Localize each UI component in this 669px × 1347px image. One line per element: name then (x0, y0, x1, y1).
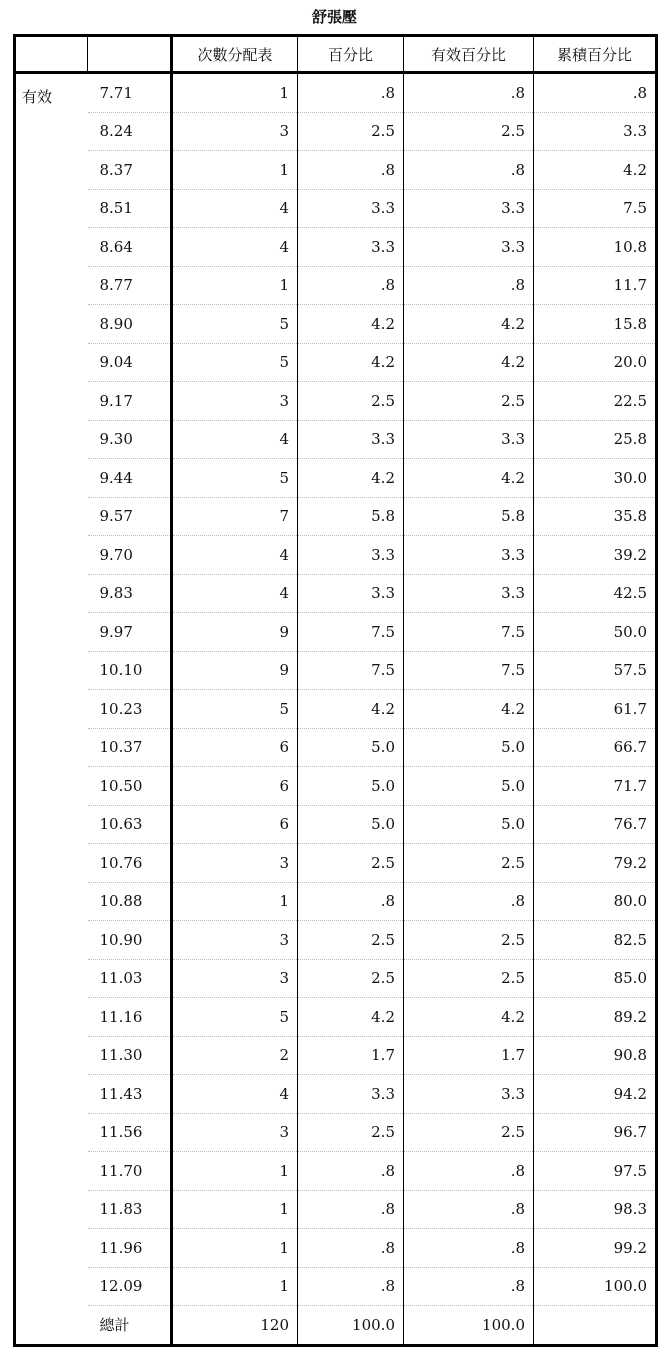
row-cumulative-percent: 4.2 (534, 151, 657, 190)
frequency-table (13, 34, 658, 1347)
row-percent: .8 (298, 1229, 404, 1268)
row-percent: .8 (298, 73, 404, 113)
row-percent: 3.3 (298, 574, 404, 613)
row-cumulative-percent: 71.7 (534, 767, 657, 806)
row-valid-percent: 5.0 (404, 767, 534, 806)
table-row (15, 1075, 657, 1114)
row-value: 7.71 (99, 83, 133, 102)
row-frequency: 6 (172, 805, 298, 844)
row-percent: 4.2 (298, 459, 404, 498)
header-cumulative-percent: 累積百分比 (534, 36, 657, 73)
row-valid-percent: .8 (404, 1190, 534, 1229)
row-valid-percent: 2.5 (404, 844, 534, 883)
row-percent: 5.0 (298, 767, 404, 806)
row-value: 10.23 (88, 690, 172, 729)
row-cumulative-percent: 66.7 (534, 728, 657, 767)
row-value: 10.88 (88, 882, 172, 921)
row-cumulative-percent: 30.0 (534, 459, 657, 498)
table-row (15, 805, 657, 844)
table-row (15, 536, 657, 575)
row-frequency: 4 (172, 420, 298, 459)
row-valid-percent: 3.3 (404, 1075, 534, 1114)
row-valid-percent: .8 (404, 1152, 534, 1191)
table-row (15, 1190, 657, 1229)
table-row (15, 1267, 657, 1306)
row-percent: 1.7 (298, 1036, 404, 1075)
row-value: 8.51 (88, 189, 172, 228)
row-frequency: 2 (172, 1036, 298, 1075)
header-frequency: 次數分配表 (172, 36, 298, 73)
row-percent: 100.0 (298, 1306, 404, 1346)
row-percent: 2.5 (298, 1113, 404, 1152)
row-valid-percent: .8 (404, 151, 534, 190)
row-cumulative-percent: 61.7 (534, 690, 657, 729)
table-row (15, 574, 657, 613)
table-row (15, 882, 657, 921)
row-value: 8.64 (88, 228, 172, 267)
row-value: 10.10 (88, 651, 172, 690)
table-row (15, 459, 657, 498)
row-frequency: 1 (172, 1229, 298, 1268)
row-frequency: 1 (172, 151, 298, 190)
row-value: 11.03 (88, 959, 172, 998)
row-frequency: 3 (172, 112, 298, 151)
row-frequency: 3 (172, 844, 298, 883)
row-value: 8.90 (88, 305, 172, 344)
row-cumulative-percent: 99.2 (534, 1229, 657, 1268)
row-cumulative-percent: 90.8 (534, 1036, 657, 1075)
row-cumulative-percent: 79.2 (534, 844, 657, 883)
row-cumulative-percent: 85.0 (534, 959, 657, 998)
row-valid-percent: 4.2 (404, 305, 534, 344)
row-value: 11.96 (88, 1229, 172, 1268)
table-row (15, 998, 657, 1037)
row-percent: .8 (298, 882, 404, 921)
row-frequency: 1 (172, 1267, 298, 1306)
row-cumulative-percent: 10.8 (534, 228, 657, 267)
table-row (15, 613, 657, 652)
table-row (15, 651, 657, 690)
row-percent: 3.3 (298, 1075, 404, 1114)
row-cumulative-percent: 39.2 (534, 536, 657, 575)
row-valid-percent: 2.5 (404, 921, 534, 960)
row-value: 9.04 (88, 343, 172, 382)
table-row (15, 728, 657, 767)
row-percent: 4.2 (298, 343, 404, 382)
row-value: 11.43 (88, 1075, 172, 1114)
table-row (15, 343, 657, 382)
table-row (15, 228, 657, 267)
row-value: 9.97 (88, 613, 172, 652)
row-percent: .8 (298, 1152, 404, 1191)
row-value: 11.30 (88, 1036, 172, 1075)
row-percent: .8 (298, 266, 404, 305)
row-frequency: 1 (172, 266, 298, 305)
row-frequency: 9 (172, 613, 298, 652)
row-percent: 2.5 (298, 959, 404, 998)
group-label: 有效 (22, 88, 53, 106)
table-title: 舒張壓 (311, 8, 357, 26)
row-frequency: 3 (172, 1113, 298, 1152)
row-value: 10.90 (88, 921, 172, 960)
row-frequency: 3 (172, 382, 298, 421)
row-value: 10.76 (88, 844, 172, 883)
row-frequency: 6 (172, 767, 298, 806)
row-frequency: 1 (172, 882, 298, 921)
row-cumulative-percent: 97.5 (534, 1152, 657, 1191)
row-frequency: 9 (172, 651, 298, 690)
row-frequency: 3 (172, 921, 298, 960)
row-value: 9.57 (88, 497, 172, 536)
row-valid-percent: .8 (404, 1229, 534, 1268)
row-cumulative-percent: 100.0 (534, 1267, 657, 1306)
table-body (15, 73, 657, 1346)
row-cumulative-percent: 35.8 (534, 497, 657, 536)
table-row (15, 420, 657, 459)
table-row (15, 1306, 657, 1346)
table-row (15, 1036, 657, 1075)
row-percent: 3.3 (298, 189, 404, 228)
row-cumulative-percent: 50.0 (534, 613, 657, 652)
row-valid-percent: 5.0 (404, 805, 534, 844)
row-valid-percent: .8 (404, 73, 534, 113)
table-row (15, 73, 657, 113)
row-valid-percent: 5.0 (404, 728, 534, 767)
row-percent: 4.2 (298, 690, 404, 729)
row-percent: 5.0 (298, 728, 404, 767)
row-percent: 3.3 (298, 536, 404, 575)
row-valid-percent: 3.3 (404, 574, 534, 613)
row-valid-percent: 3.3 (404, 536, 534, 575)
row-percent: 4.2 (298, 305, 404, 344)
header-value (88, 36, 172, 73)
row-value: 10.63 (88, 805, 172, 844)
row-value: 8.37 (88, 151, 172, 190)
header-group (15, 36, 88, 73)
row-cumulative-percent: 96.7 (534, 1113, 657, 1152)
row-frequency: 5 (172, 305, 298, 344)
table-row (15, 497, 657, 536)
row-valid-percent: .8 (404, 882, 534, 921)
row-valid-percent: 7.5 (404, 651, 534, 690)
row-value: 9.30 (88, 420, 172, 459)
row-cumulative-percent: 42.5 (534, 574, 657, 613)
row-frequency: 120 (172, 1306, 298, 1346)
row-value: 9.44 (88, 459, 172, 498)
row-valid-percent: 3.3 (404, 189, 534, 228)
row-percent: 2.5 (298, 382, 404, 421)
row-cumulative-percent: 7.5 (534, 189, 657, 228)
row-percent: 2.5 (298, 921, 404, 960)
row-percent: 3.3 (298, 228, 404, 267)
table-row (15, 151, 657, 190)
row-value: 10.37 (88, 728, 172, 767)
row-frequency: 4 (172, 189, 298, 228)
row-percent: 5.8 (298, 497, 404, 536)
table-row (15, 189, 657, 228)
row-valid-percent: 100.0 (404, 1306, 534, 1346)
table-row (15, 1152, 657, 1191)
row-percent: 3.3 (298, 420, 404, 459)
row-value: 12.09 (88, 1267, 172, 1306)
table-row (15, 844, 657, 883)
row-value: 11.83 (88, 1190, 172, 1229)
row-valid-percent: 1.7 (404, 1036, 534, 1075)
row-frequency: 1 (172, 1190, 298, 1229)
row-percent: 7.5 (298, 613, 404, 652)
row-percent: .8 (298, 151, 404, 190)
row-frequency: 4 (172, 1075, 298, 1114)
row-value: 8.24 (88, 112, 172, 151)
row-frequency: 4 (172, 228, 298, 267)
row-value: 11.70 (88, 1152, 172, 1191)
row-frequency: 4 (172, 574, 298, 613)
row-value: 9.17 (88, 382, 172, 421)
row-value: 10.50 (88, 767, 172, 806)
row-cumulative-percent: 80.0 (534, 882, 657, 921)
table-row (15, 1113, 657, 1152)
row-value: 9.70 (88, 536, 172, 575)
row-cumulative-percent: 25.8 (534, 420, 657, 459)
row-value: 11.56 (88, 1113, 172, 1152)
row-percent: 7.5 (298, 651, 404, 690)
table-row (15, 382, 657, 421)
row-percent: 4.2 (298, 998, 404, 1037)
row-value: 9.83 (88, 574, 172, 613)
table-row (15, 1229, 657, 1268)
row-percent: .8 (298, 1190, 404, 1229)
row-value: 8.77 (88, 266, 172, 305)
row-cumulative-percent: 98.3 (534, 1190, 657, 1229)
row-percent: 2.5 (298, 844, 404, 883)
table-row (15, 690, 657, 729)
row-cumulative-percent: 57.5 (534, 651, 657, 690)
row-cumulative-percent: 22.5 (534, 382, 657, 421)
row-frequency: 5 (172, 459, 298, 498)
row-valid-percent: 4.2 (404, 343, 534, 382)
table-row (15, 921, 657, 960)
row-frequency: 1 (172, 1152, 298, 1191)
row-percent: 2.5 (298, 112, 404, 151)
row-valid-percent: .8 (404, 1267, 534, 1306)
row-cumulative-percent: .8 (534, 73, 657, 113)
row-frequency: 6 (172, 728, 298, 767)
row-valid-percent: 3.3 (404, 228, 534, 267)
row-cumulative-percent (534, 1306, 657, 1346)
header-percent: 百分比 (298, 36, 404, 73)
row-cumulative-percent: 11.7 (534, 266, 657, 305)
row-frequency: 5 (172, 998, 298, 1037)
row-valid-percent: 2.5 (404, 382, 534, 421)
table-row (15, 266, 657, 305)
row-value: 總計 (88, 1306, 172, 1346)
row-valid-percent: .8 (404, 266, 534, 305)
row-valid-percent: 4.2 (404, 459, 534, 498)
header-valid-percent: 有效百分比 (404, 36, 534, 73)
row-cumulative-percent: 76.7 (534, 805, 657, 844)
header-row (15, 36, 657, 73)
table-row (15, 959, 657, 998)
row-valid-percent: 4.2 (404, 690, 534, 729)
row-value: 11.16 (88, 998, 172, 1037)
row-valid-percent: 5.8 (404, 497, 534, 536)
row-frequency: 5 (172, 690, 298, 729)
row-valid-percent: 3.3 (404, 420, 534, 459)
row-valid-percent: 2.5 (404, 959, 534, 998)
row-frequency: 4 (172, 536, 298, 575)
row-cumulative-percent: 20.0 (534, 343, 657, 382)
table-row (15, 305, 657, 344)
row-frequency: 3 (172, 959, 298, 998)
row-valid-percent: 4.2 (404, 998, 534, 1037)
table-row (15, 112, 657, 151)
row-frequency: 7 (172, 497, 298, 536)
row-cumulative-percent: 15.8 (534, 305, 657, 344)
row-cumulative-percent: 89.2 (534, 998, 657, 1037)
row-percent: .8 (298, 1267, 404, 1306)
row-cumulative-percent: 82.5 (534, 921, 657, 960)
row-valid-percent: 7.5 (404, 613, 534, 652)
row-cumulative-percent: 94.2 (534, 1075, 657, 1114)
row-frequency: 5 (172, 343, 298, 382)
row-percent: 5.0 (298, 805, 404, 844)
table-row (15, 767, 657, 806)
row-cumulative-percent: 3.3 (534, 112, 657, 151)
row-valid-percent: 2.5 (404, 1113, 534, 1152)
row-valid-percent: 2.5 (404, 112, 534, 151)
row-frequency: 1 (172, 73, 298, 113)
